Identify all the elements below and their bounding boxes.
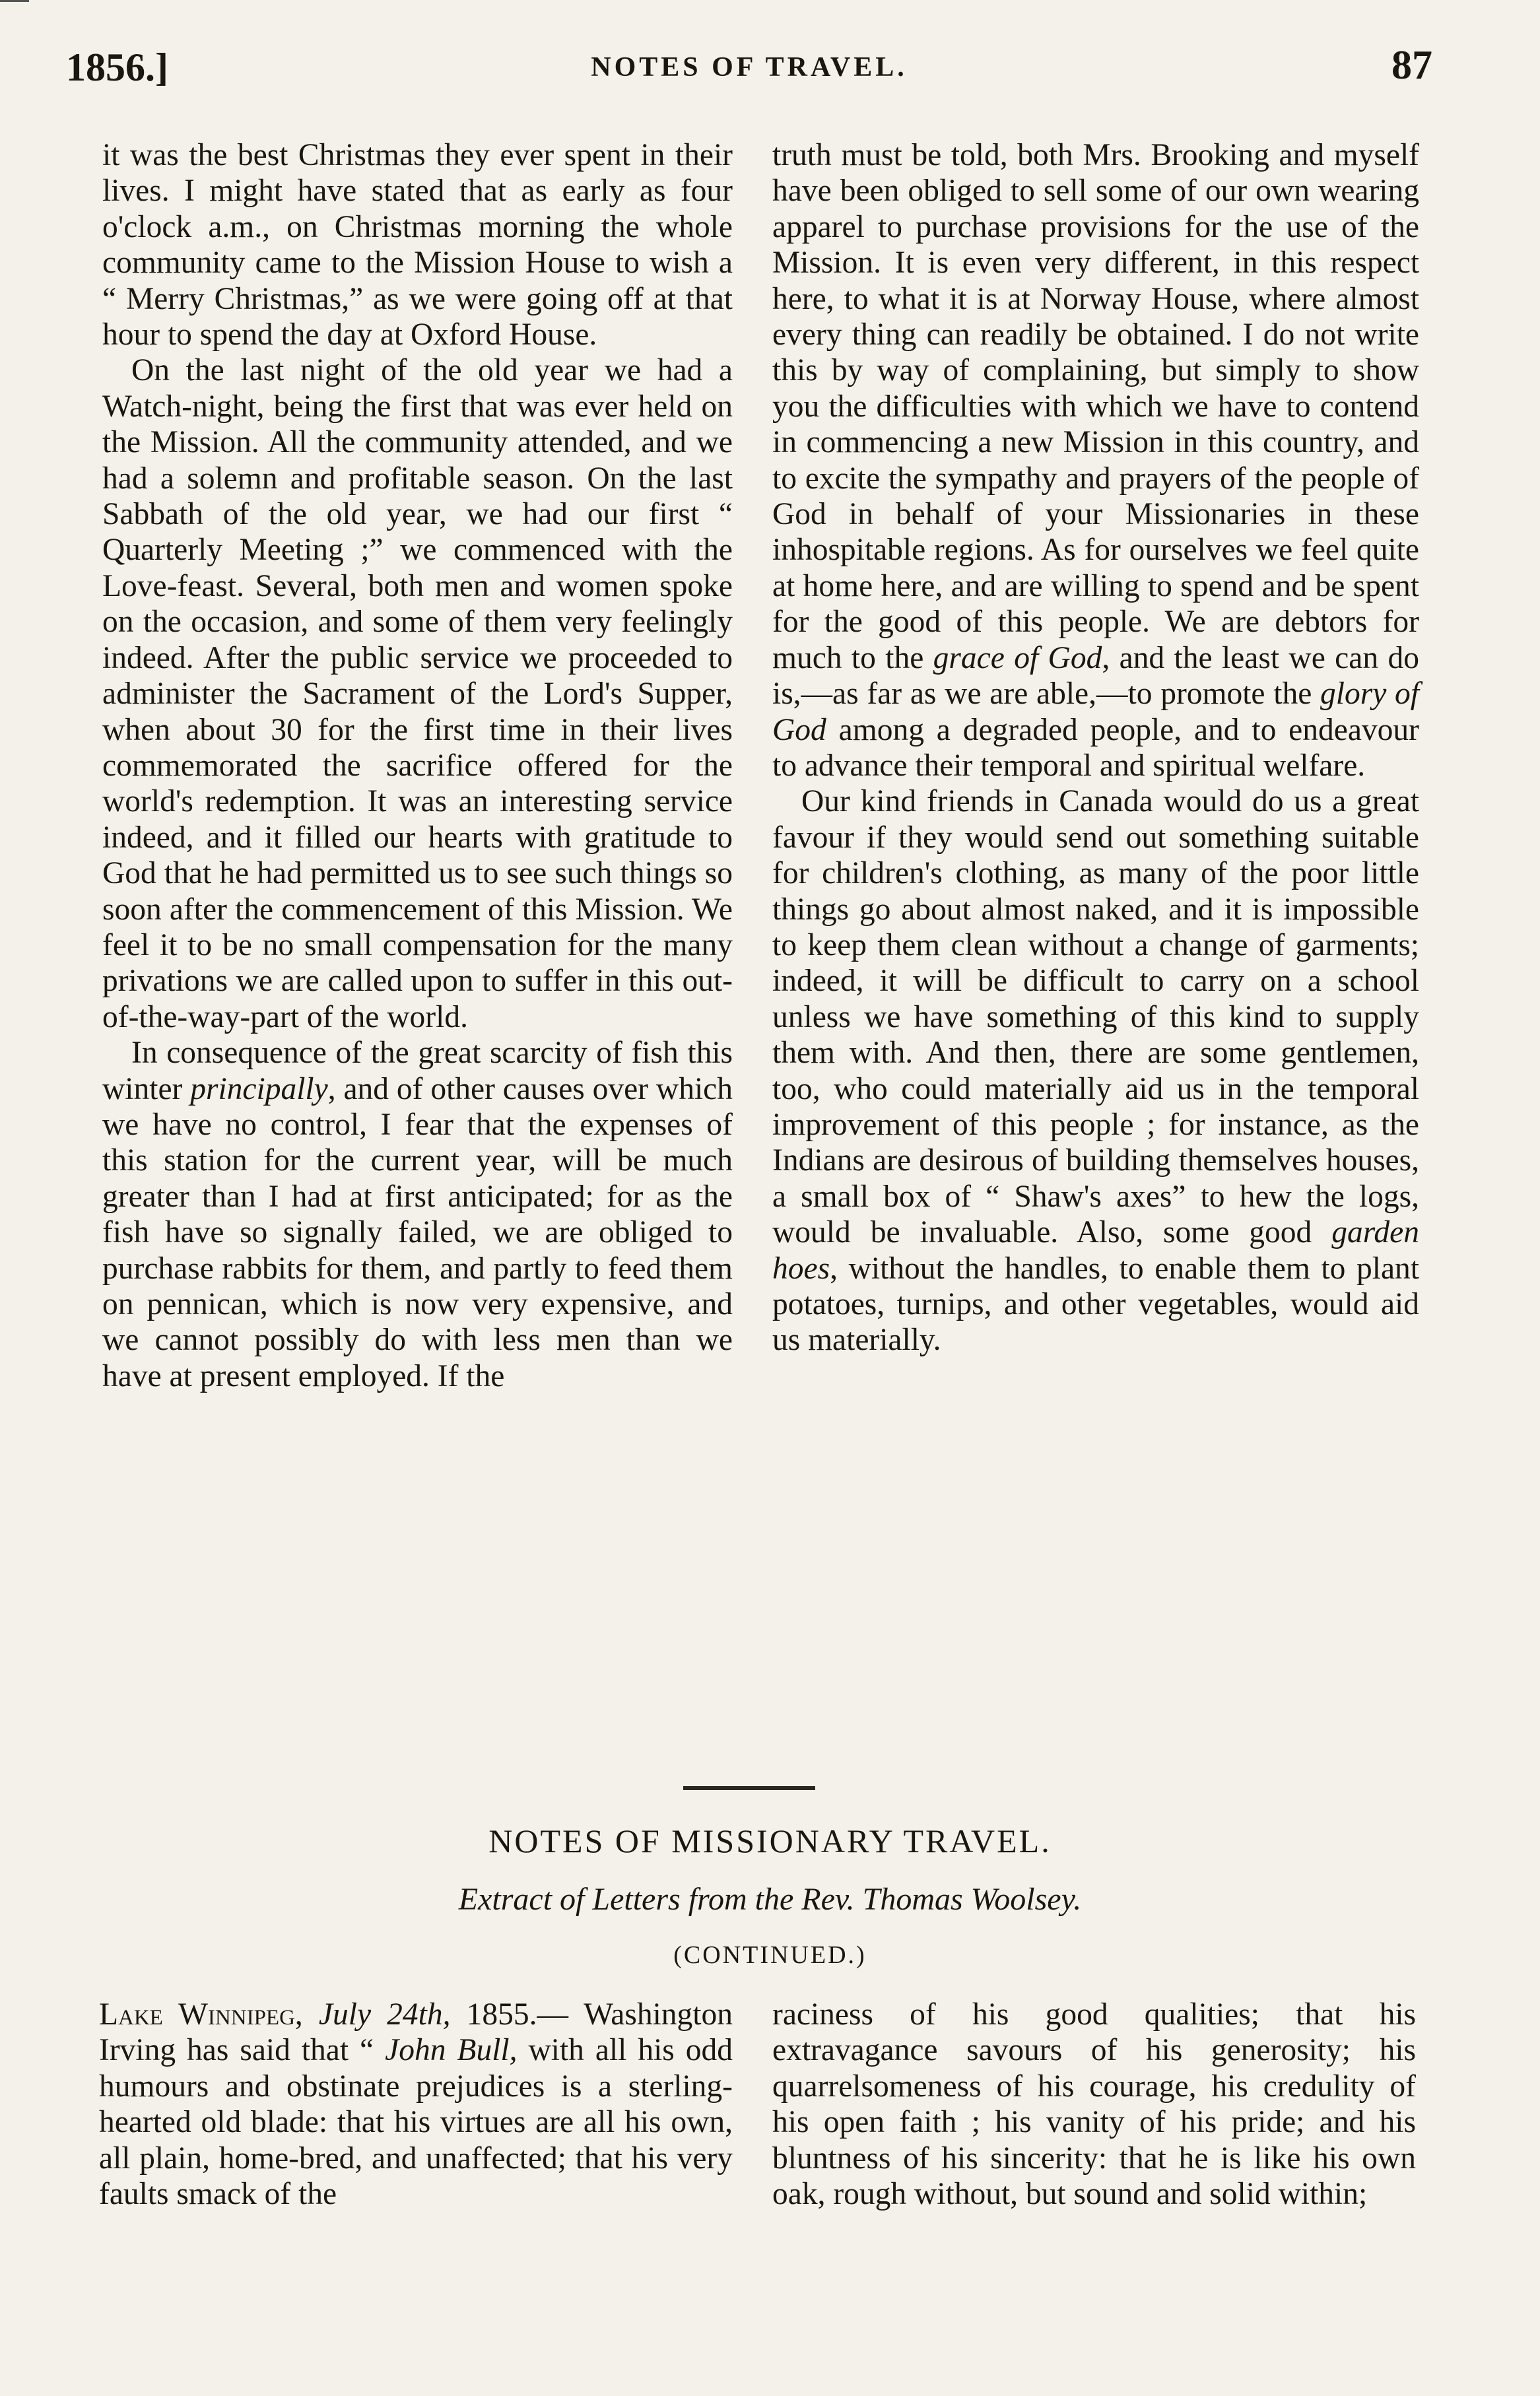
section-continued: (CONTINUED.) bbox=[673, 1941, 867, 1969]
bottom-right-column bbox=[772, 1997, 1416, 2212]
bottom-left-text-b: with all his odd humours and obstinate prejudices is a sterling-hearted old blade: that his virtues are all his own, all plain, home-bred, and unaffected; that his very faults smack of the bbox=[99, 2033, 733, 2212]
bottom-right-paragraph: raciness of his good qualities; that his extravagance savours of his generosity; his quarrelsomeness of his courage, his credulity of his open faith ; his vanity of his pride; and his bluntness of his sincerity: that he is like his own oak, rough without, but sound and solid within; bbox=[772, 1997, 1416, 2212]
corner-mark bbox=[0, 0, 29, 2]
right-column bbox=[772, 137, 1419, 1358]
section-subtitle: Extract of Letters from the Rev. Thomas Woolsey. bbox=[458, 1882, 1082, 1917]
right-p2-italic-hoes: garden hoes bbox=[772, 1215, 1419, 1286]
right-p1-italic-glory: glory of God bbox=[772, 677, 1419, 747]
bottom-left-column bbox=[99, 1997, 733, 2212]
page-number: 87 bbox=[1391, 43, 1432, 88]
right-p1-text-c: among a degraded people, and to endeavour to advance their temporal and spiritual welfare. bbox=[772, 712, 1419, 783]
bottom-left-paragraph bbox=[99, 1997, 733, 2212]
right-p1-text-a: truth must be told, both Mrs. Brooking and myself have been obliged to sell some of our own wearing apparel to purchase provisions for the use of the Mission. It is even very different, in this respect here, to what it is at Norway House, where almost every thing can readily be obtained. I do not write this by way of complaining, but simply to show you the difficulties with which we have to contend in commencing a new Mission in this country, and to excite the sympathy and prayers of the people of God in behalf of your Missionaries in these inhospitable regions. As for ourselves we feel quite at home here, and are willing to spend and be spent for the good of this people. We are debtors for much to the bbox=[772, 138, 1419, 675]
dateline-date: July 24th, bbox=[318, 1997, 451, 2032]
right-p1-text-b: , and the least we can do is,—as far as we are able,—to promote the bbox=[772, 640, 1419, 712]
right-p2-text-b: , without the handles, to enable them to plant potatoes, turnips, and other vegetables, would aid us materially. bbox=[772, 1251, 1419, 1358]
left-paragraph-2: On the last night of the old year we had a Watch-night, being the first that was ever held on the Mission. All the community attended, and we had a solemn and profitable season. On the last Sabbath of the old year, we had our first “ Quarterly Meeting ;” we commenced with the Love-feast. Several, both men and women spoke on the occasion, and some of them very feelingly indeed. After the public service we proceeded to administer the Sacrament of the Lord's Supper, when about 30 for the first time in their lives commemorated the sacrifice offered for the world's redemption. It was an interesting service indeed, and it filled our hearts with gratitude to God that he had permitted us to see such things so soon after the commencement of this Mission. We feel it to be no small compensation for the many privations we are called upon to suffer in this out-of-the-way-part of the world. bbox=[102, 353, 733, 1034]
left-paragraph-3 bbox=[102, 1035, 733, 1394]
left-p3-text-a: In consequence of the great scarcity of fish this winter bbox=[102, 1036, 733, 1106]
right-paragraph-1 bbox=[772, 137, 1419, 783]
right-p2-text-a: Our kind friends in Canada would do us a great favour if they would send out something suitable for children's clothing, as many of the poor little things go about almost naked, and it is impossible to keep them clean without a change of garments; indeed, it will be difficult to carry on a school unless we have something of this kind to supply them with. And then, there are some gentlemen, too, who could materially aid us in the temporal improvement of this people ; for instance, as the Indians are desirous of building themselves houses, a small box of “ Shaw's axes” to hew the logs, would be invaluable. Also, some good bbox=[772, 784, 1419, 1250]
section-title: NOTES OF MISSIONARY TRAVEL. bbox=[488, 1822, 1052, 1859]
right-p1-italic-grace: grace of God bbox=[933, 640, 1102, 675]
bottom-left-text-a: 1855.— Washington Irving has said that “ bbox=[99, 1997, 733, 2068]
header-title: NOTES OF TRAVEL. bbox=[591, 52, 908, 83]
left-paragraph-1: it was the best Christmas they ever spent in their lives. I might have stated that as early as four o'clock a.m., on Christmas morning the whole community came to the Mission House to wish a “ Merry Christmas,” as we were going off at that hour to spend the day at Oxford House. bbox=[102, 138, 733, 352]
left-p3-text-b: , and of other causes over which we have no control, I fear that the expenses of this station for the current year, will be much greater than I had at first anticipated; for as the fish have so signally failed, we are obliged to purchase rabbits for them, and partly to feed them on pennican, which is now very expensive, and we cannot possibly do with less men than we have at present employed. If the bbox=[102, 1071, 733, 1393]
section-divider bbox=[683, 1786, 815, 1790]
running-header bbox=[66, 40, 1432, 119]
header-date: 1856.] bbox=[66, 46, 168, 89]
bottom-left-italic-john: John Bull, bbox=[385, 2033, 518, 2068]
left-column bbox=[102, 137, 733, 1394]
right-paragraph-2 bbox=[772, 783, 1419, 1358]
dateline-place: Lake Winnipeg, bbox=[99, 1997, 303, 2032]
left-p3-italic: principally bbox=[190, 1071, 328, 1106]
